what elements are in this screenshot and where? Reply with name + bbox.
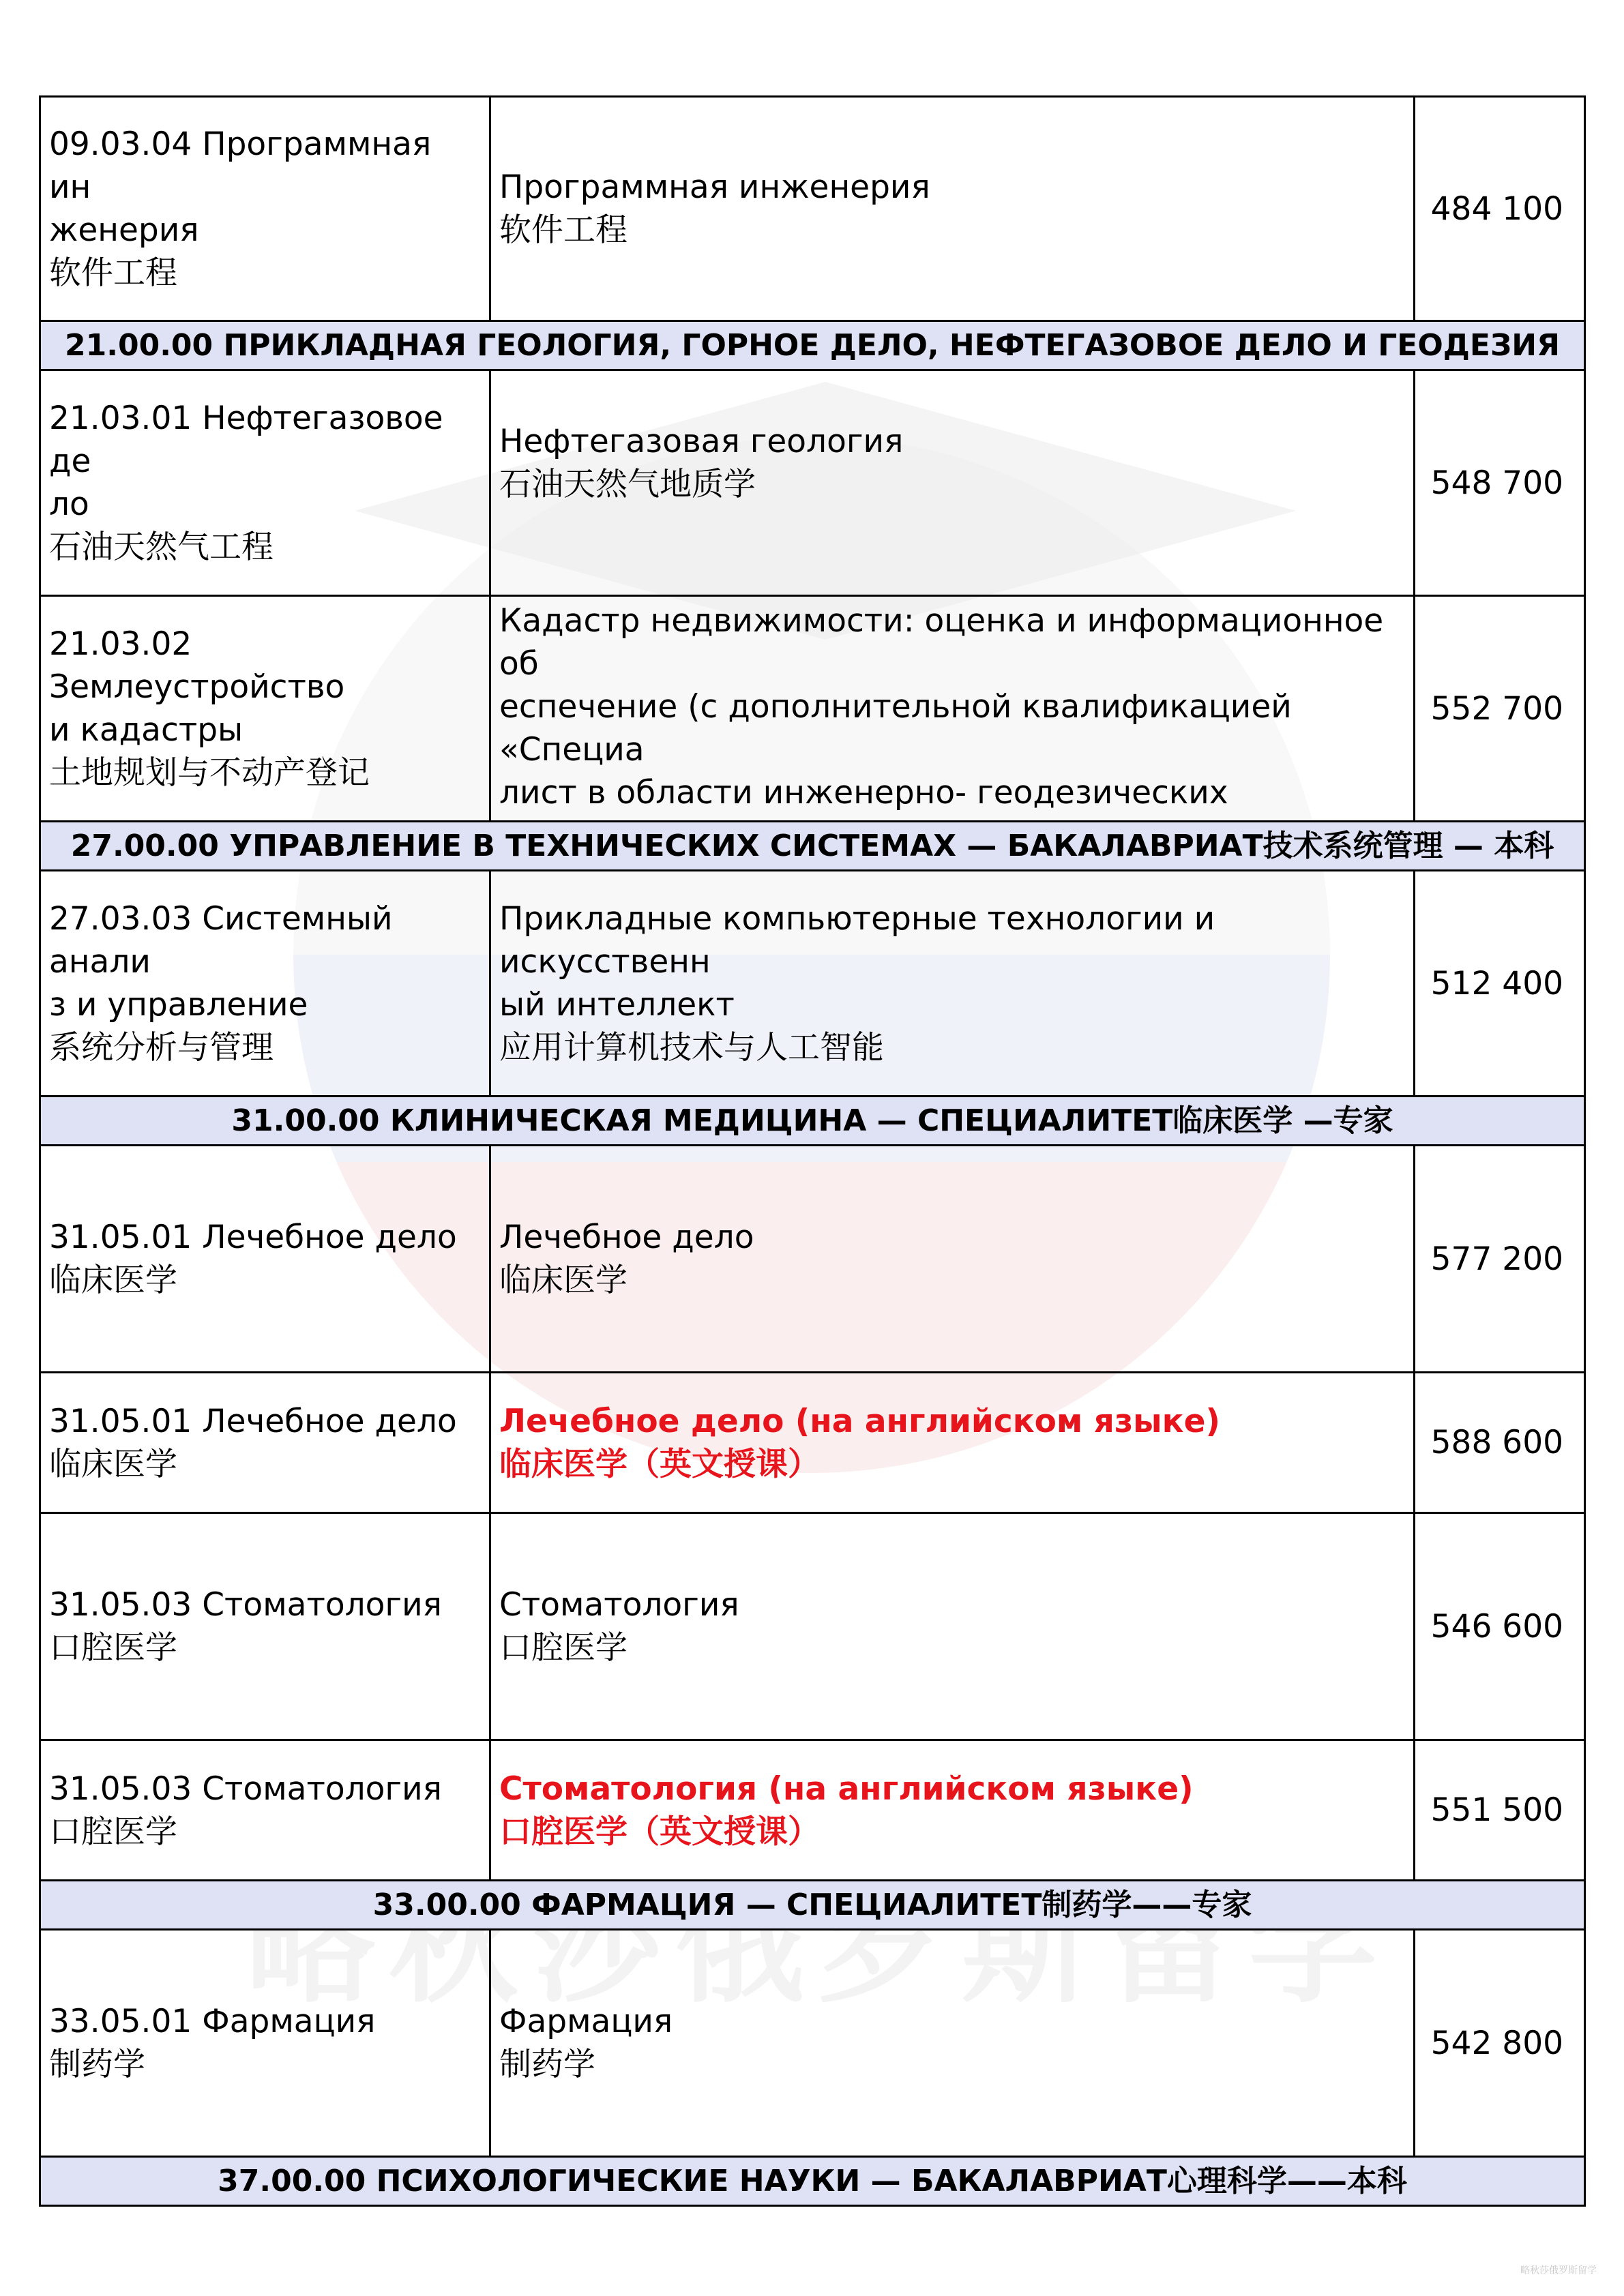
price: 552 700 <box>1430 689 1563 728</box>
program-name: Стоматология <box>499 1586 739 1624</box>
program-cell <box>490 1740 1415 1881</box>
price: 577 200 <box>1430 1240 1563 1278</box>
price-cell <box>1415 871 1585 1097</box>
section-title: 27.00.00 УПРАВЛЕНИЕ В ТЕХНИЧЕСКИХ СИСТЕМАХ — БАКАЛАВРИАТ技术系统管理 — 本科 <box>40 822 1585 871</box>
table-row <box>40 1146 1585 1373</box>
specialty-code: 31.05.01 Лечебное дело <box>49 1219 457 1256</box>
program-line: еспечение (с дополнительной квалификацией «Специа <box>499 688 1292 769</box>
code-cell <box>40 1930 490 2157</box>
specialty-code: 21.03.02 Землеустройство <box>49 625 345 706</box>
table-row <box>40 370 1585 596</box>
program-name-cn-english-taught: 口腔医学（英文授课） <box>499 1813 820 1851</box>
table-row <box>40 1513 1585 1740</box>
program-cell <box>490 871 1415 1097</box>
table-row <box>40 1373 1585 1513</box>
program-cell <box>490 370 1415 596</box>
specialty-name-cn: 临床医学 <box>49 1445 177 1483</box>
program-name-cont: ый интеллект <box>499 986 735 1024</box>
program-name-cn: 石油天然气地质学 <box>499 466 756 503</box>
tuition-table <box>39 95 1586 2207</box>
specialty-code-cont: и кадастры <box>49 711 243 749</box>
table-row <box>40 97 1585 321</box>
program-name: Лечебное дело <box>499 1219 754 1256</box>
program-name: Программная инженерия <box>499 168 930 206</box>
section-title: 37.00.00 ПСИХОЛОГИЧЕСКИЕ НАУКИ — БАКАЛАВРИАТ心理科学——本科 <box>40 2157 1585 2206</box>
price: 548 700 <box>1430 464 1563 502</box>
section-header-row <box>40 1881 1585 1930</box>
specialty-code: 31.05.03 Стоматология <box>49 1770 442 1808</box>
price-cell <box>1415 596 1585 822</box>
code-cell <box>40 871 490 1097</box>
specialty-code: 09.03.04 Программная ин <box>49 125 432 206</box>
code-cell <box>40 1146 490 1373</box>
table-row <box>40 1740 1585 1881</box>
specialty-code: 27.03.03 Системный анали <box>49 900 393 981</box>
code-cell <box>40 1513 490 1740</box>
section-header-row <box>40 822 1585 871</box>
specialty-code: 31.05.01 Лечебное дело <box>49 1402 457 1440</box>
program-cell <box>490 97 1415 321</box>
specialty-name-cn: 临床医学 <box>49 1262 177 1299</box>
specialty-code: 21.03.01 Нефтегазовое де <box>49 400 443 480</box>
program-name-cn: 口腔医学 <box>499 1629 628 1667</box>
section-title: 31.00.00 КЛИНИЧЕСКАЯ МЕДИЦИНА — СПЕЦИАЛИТЕТ临床医学 —专家 <box>40 1097 1585 1146</box>
program-name-cn: 制药学 <box>499 2046 595 2083</box>
code-cell <box>40 97 490 321</box>
price: 512 400 <box>1430 964 1563 1002</box>
code-cell <box>40 596 490 822</box>
program-cell <box>490 1373 1415 1513</box>
specialty-name-cn: 石油天然气工程 <box>49 528 274 566</box>
table-row <box>40 871 1585 1097</box>
price-cell <box>1415 1513 1585 1740</box>
price: 542 800 <box>1430 2024 1563 2062</box>
section-header-row <box>40 321 1585 370</box>
section-title: 21.00.00 ПРИКЛАДНАЯ ГЕОЛОГИЯ, ГОРНОЕ ДЕЛО, НЕФТЕГАЗОВОЕ ДЕЛО И ГЕОДЕЗИЯ <box>40 321 1585 370</box>
specialty-name-cn: 制药学 <box>49 2046 145 2083</box>
program-name-cn: 临床医学 <box>499 1262 628 1299</box>
corner-watermark: 略秋莎俄罗斯留学 <box>1520 2265 1597 2276</box>
specialty-code-cont: женерия <box>49 211 199 249</box>
price-cell <box>1415 1373 1585 1513</box>
program-name-cn: 应用计算机技术与人工智能 <box>499 1029 884 1067</box>
specialty-name-cn: 软件工程 <box>49 254 177 292</box>
program-name-english-taught: Стоматология (на английском языке) <box>499 1770 1194 1808</box>
price-cell <box>1415 97 1585 321</box>
specialty-name-cn: 口腔医学 <box>49 1813 177 1851</box>
price-cell <box>1415 1740 1585 1881</box>
section-title: 33.00.00 ФАРМАЦИЯ — СПЕЦИАЛИТЕТ制药学——专家 <box>40 1881 1585 1930</box>
price-cell <box>1415 1930 1585 2157</box>
table-row <box>40 596 1585 822</box>
program-name-english-taught: Лечебное дело (на английском языке) <box>499 1402 1220 1440</box>
specialty-name-cn: 土地规划与不动产登记 <box>49 754 370 792</box>
price: 484 100 <box>1430 190 1563 228</box>
specialty-name-cn: 系统分析与管理 <box>49 1029 274 1067</box>
specialty-code-cont: з и управление <box>49 986 308 1024</box>
table-row <box>40 1930 1585 2157</box>
section-header-row <box>40 2157 1585 2206</box>
specialty-code-cont: ло <box>49 486 89 523</box>
program-name: Нефтегазовая геология <box>499 423 904 460</box>
program-name-cn: 软件工程 <box>499 211 628 249</box>
program-name: Прикладные компьютерные технологии и искусственн <box>499 900 1215 981</box>
program-line: лист в области инженерно- геодезических <box>499 774 1228 811</box>
price-cell <box>1415 1146 1585 1373</box>
program-name-cn-english-taught: 临床医学（英文授课） <box>499 1445 820 1483</box>
program-cell <box>490 1146 1415 1373</box>
price: 546 600 <box>1430 1607 1563 1645</box>
price: 588 600 <box>1430 1424 1563 1461</box>
code-cell <box>40 1740 490 1881</box>
program-cell <box>490 596 1415 822</box>
program-cell <box>490 1513 1415 1740</box>
program-cell <box>490 1930 1415 2157</box>
program-name: Фармация <box>499 2003 673 2040</box>
code-cell <box>40 1373 490 1513</box>
code-cell <box>40 370 490 596</box>
specialty-code: 31.05.03 Стоматология <box>49 1586 442 1624</box>
price: 551 500 <box>1430 1791 1563 1829</box>
specialty-code: 33.05.01 Фармация <box>49 2003 376 2040</box>
section-header-row <box>40 1097 1585 1146</box>
price-cell <box>1415 370 1585 596</box>
specialty-name-cn: 口腔医学 <box>49 1629 177 1667</box>
program-line: Кадастр недвижимости: оценка и информационное об <box>499 602 1384 683</box>
